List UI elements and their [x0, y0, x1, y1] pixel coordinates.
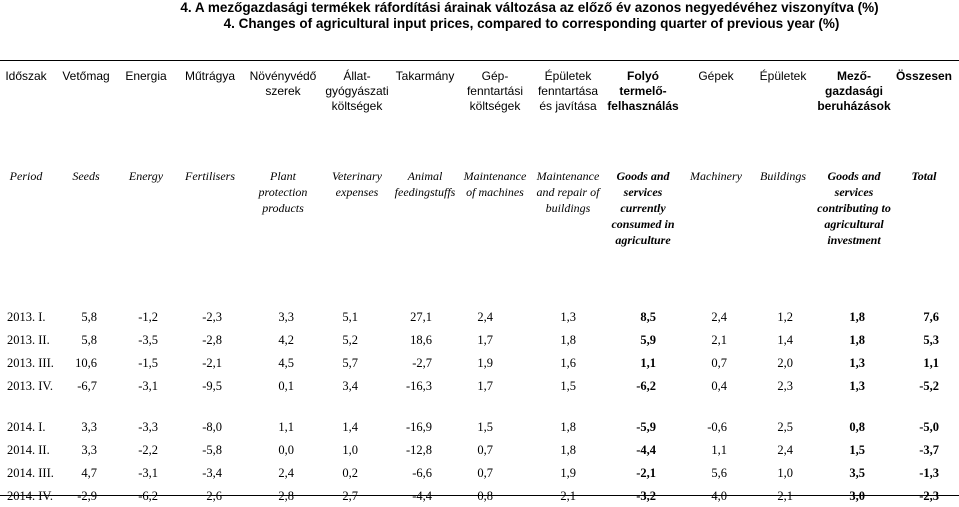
value-cell: -3,1 [138, 379, 158, 393]
value-cell: -6,2 [138, 489, 158, 503]
value-cell: 5,8 [81, 310, 97, 324]
value-cell: -2,9 [77, 489, 97, 503]
table-title-hungarian: 4. A mezőgazdasági termékek ráfordítási árainak változása az előző év azonos negyedévéhez viszonyítva (%) [180, 0, 879, 15]
value-cell: 5,9 [640, 333, 656, 347]
value-cell: -2,1 [636, 466, 656, 480]
column-header-hu: Vetőmag [62, 69, 110, 83]
value-cell: 1,9 [560, 466, 576, 480]
column-header-hu: Épületek fenntartása és javítása [537, 69, 599, 113]
table-row [0, 466, 959, 484]
value-cell: 27,1 [410, 310, 432, 324]
value-cell: 10,6 [75, 356, 97, 370]
value-cell: -16,9 [405, 420, 432, 434]
column-header-hu: Mező-gazdasági beruházások [817, 69, 891, 113]
table-title-english: 4. Changes of agricultural input prices, compared to corresponding quarter of previous year (%) [223, 16, 840, 31]
column-header-en: Buildings [759, 169, 806, 183]
column-header-hu: Időszak [5, 69, 47, 83]
value-cell: 3,3 [81, 443, 97, 457]
value-cell: 0,7 [477, 443, 493, 457]
column-header-hu: Takarmány [395, 69, 455, 83]
value-cell: 1,3 [849, 379, 865, 393]
value-cell: -6,7 [77, 379, 97, 393]
column-header-hu: Gép-fenntartási költségek [466, 69, 524, 113]
value-cell: 2,8 [278, 489, 294, 503]
value-cell: 1,5 [560, 379, 576, 393]
value-cell: 4,7 [81, 466, 97, 480]
column-header-hu: Folyó termelő-felhasználás [607, 69, 679, 113]
value-cell: 1,8 [849, 333, 865, 347]
value-cell: 0,1 [278, 379, 294, 393]
period-cell: 2014. I. [7, 420, 46, 434]
value-cell: 2,5 [777, 420, 793, 434]
table-row [0, 333, 959, 351]
column-header-en: Machinery [690, 169, 742, 183]
value-cell: -6,6 [412, 466, 432, 480]
value-cell: 0,8 [849, 420, 865, 434]
value-cell: -2,2 [138, 443, 158, 457]
column-header-en: Total [911, 169, 937, 183]
table-row [0, 310, 959, 328]
column-header-hu: Állat-gyógyászati költségek [325, 69, 389, 113]
value-cell: 1,8 [560, 420, 576, 434]
value-cell: 2,4 [711, 310, 727, 324]
value-cell: 4,0 [711, 489, 727, 503]
period-cell: 2014. III. [7, 466, 54, 480]
period-cell: 2013. I. [7, 310, 46, 324]
value-cell: -6,2 [636, 379, 656, 393]
table-row [0, 489, 959, 507]
value-cell: -0,6 [707, 420, 727, 434]
value-cell: -3,3 [138, 420, 158, 434]
value-cell: 2,1 [711, 333, 727, 347]
value-cell: 8,5 [640, 310, 656, 324]
value-cell: 1,3 [849, 356, 865, 370]
value-cell: -9,5 [202, 379, 222, 393]
value-cell: -2,8 [202, 333, 222, 347]
value-cell: 1,7 [477, 333, 493, 347]
column-header-en: Plant protection products [258, 169, 308, 215]
value-cell: 18,6 [410, 333, 432, 347]
column-header-en: Veterinary expenses [332, 169, 382, 199]
column-header-en: Maintenance and repair of buildings [536, 169, 600, 215]
period-cell: 2014. II. [7, 443, 50, 457]
value-cell: 2,1 [560, 489, 576, 503]
value-cell: -4,4 [636, 443, 656, 457]
value-cell: 1,4 [342, 420, 358, 434]
value-cell: 2,1 [777, 489, 793, 503]
period-cell: 2014. IV. [7, 489, 53, 503]
value-cell: 0,2 [342, 466, 358, 480]
value-cell: 5,6 [711, 466, 727, 480]
value-cell: 3,0 [849, 489, 865, 503]
value-cell: -1,2 [138, 310, 158, 324]
value-cell: 1,3 [560, 310, 576, 324]
table-row [0, 356, 959, 374]
column-header-hu: Gépek [698, 69, 734, 83]
value-cell: -16,3 [405, 379, 432, 393]
value-cell: 2,3 [777, 379, 793, 393]
value-cell: 4,5 [278, 356, 294, 370]
value-cell: 1,1 [711, 443, 727, 457]
value-cell: -4,4 [412, 489, 432, 503]
value-cell: -3,7 [919, 443, 939, 457]
value-cell: -2,1 [202, 356, 222, 370]
value-cell: -2,3 [919, 489, 939, 503]
value-cell: -3,2 [636, 489, 656, 503]
value-cell: 2,4 [777, 443, 793, 457]
value-cell: -8,0 [202, 420, 222, 434]
value-cell: 5,7 [342, 356, 358, 370]
value-cell: 2,4 [278, 466, 294, 480]
value-cell: -1,5 [138, 356, 158, 370]
column-header-en: Period [9, 169, 43, 183]
value-cell: 3,4 [342, 379, 358, 393]
value-cell: 1,1 [640, 356, 656, 370]
value-cell: 1,6 [560, 356, 576, 370]
value-cell: 1,1 [278, 420, 294, 434]
value-cell: -5,0 [919, 420, 939, 434]
value-cell: 1,2 [777, 310, 793, 324]
column-header-en: Goods and services currently consumed in agriculture [611, 169, 675, 247]
value-cell: 1,5 [477, 420, 493, 434]
value-cell: 7,6 [923, 310, 939, 324]
value-cell: 3,3 [81, 420, 97, 434]
value-cell: 0,0 [278, 443, 294, 457]
value-cell: -12,8 [405, 443, 432, 457]
value-cell: 5,2 [342, 333, 358, 347]
value-cell: 3,5 [849, 466, 865, 480]
value-cell: -5,9 [636, 420, 656, 434]
value-cell: 2,6 [206, 489, 222, 503]
column-header-hu: Növényvédő szerek [249, 69, 317, 98]
column-header-hu: Összesen [895, 69, 953, 83]
value-cell: 1,9 [477, 356, 493, 370]
value-cell: -5,2 [919, 379, 939, 393]
value-cell: 3,3 [278, 310, 294, 324]
table-row [0, 443, 959, 461]
column-header-en: Animal feedingstuffs [394, 169, 456, 199]
column-header-hu: Energia [125, 69, 167, 83]
value-cell: 1,5 [849, 443, 865, 457]
value-cell: 1,8 [560, 333, 576, 347]
column-header-en: Goods and services contributing to agricultural investment [817, 169, 891, 247]
value-cell: -2,7 [412, 356, 432, 370]
value-cell: 1,8 [849, 310, 865, 324]
value-cell: 1,1 [923, 356, 939, 370]
value-cell: 2,7 [342, 489, 358, 503]
value-cell: 2,0 [777, 356, 793, 370]
value-cell: 0,4 [711, 379, 727, 393]
value-cell: -3,1 [138, 466, 158, 480]
period-cell: 2013. II. [7, 333, 50, 347]
header-top-rule [0, 60, 959, 61]
table-row [0, 420, 959, 438]
value-cell: 1,8 [560, 443, 576, 457]
value-cell: -2,3 [202, 310, 222, 324]
value-cell: 0,8 [477, 489, 493, 503]
value-cell: 0,7 [477, 466, 493, 480]
value-cell: 5,3 [923, 333, 939, 347]
value-cell: -3,4 [202, 466, 222, 480]
value-cell: 5,1 [342, 310, 358, 324]
value-cell: -3,5 [138, 333, 158, 347]
value-cell: -1,3 [919, 466, 939, 480]
value-cell: 1,7 [477, 379, 493, 393]
column-header-en: Fertilisers [185, 169, 235, 183]
period-cell: 2013. III. [7, 356, 54, 370]
column-header-hu: Műtrágya [184, 69, 236, 83]
value-cell: 2,4 [477, 310, 493, 324]
value-cell: 1,4 [777, 333, 793, 347]
table-row [0, 379, 959, 397]
value-cell: -5,8 [202, 443, 222, 457]
value-cell: 5,8 [81, 333, 97, 347]
value-cell: 0,7 [711, 356, 727, 370]
value-cell: 1,0 [777, 466, 793, 480]
period-cell: 2013. IV. [7, 379, 53, 393]
value-cell: 1,0 [342, 443, 358, 457]
value-cell: 4,2 [278, 333, 294, 347]
column-header-en: Energy [128, 169, 164, 183]
column-header-en: Maintenance of machines [463, 169, 527, 199]
column-header-hu: Épületek [759, 69, 807, 83]
column-header-en: Seeds [72, 169, 100, 183]
